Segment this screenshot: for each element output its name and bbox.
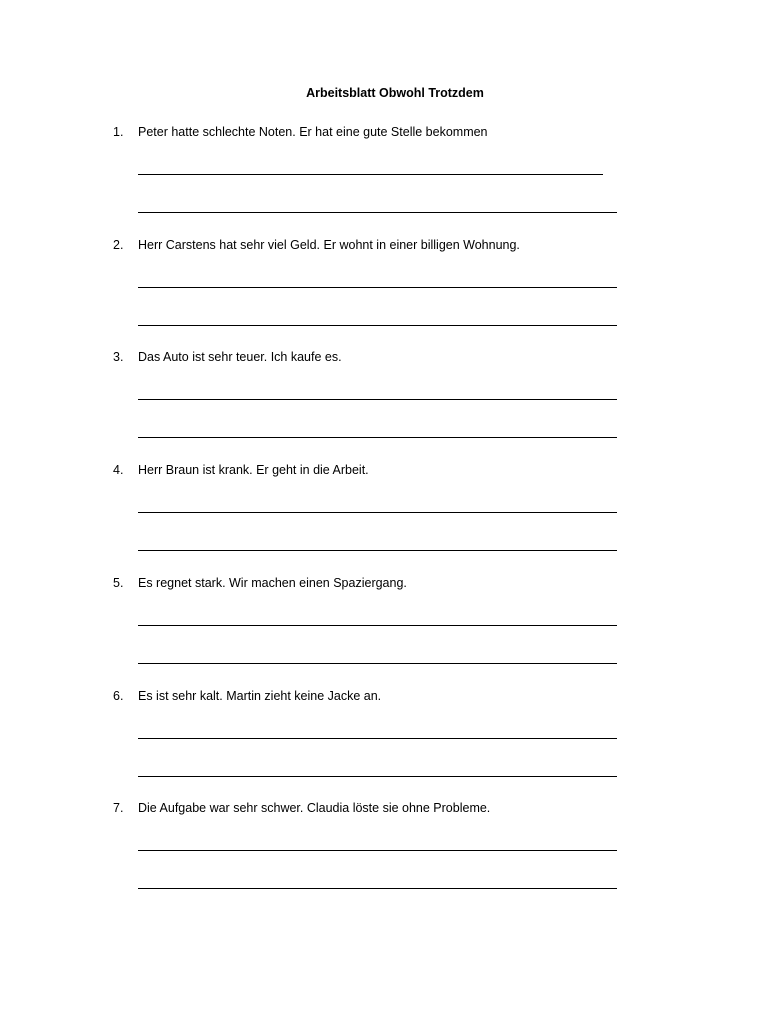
exercise-item-4 [0,463,768,563]
answer-line[interactable] [138,212,617,213]
answer-line[interactable] [138,287,617,288]
exercise-sentence: Herr Carstens hat sehr viel Geld. Er wohnt in einer billigen Wohnung. [138,238,520,252]
exercise-sentence: Die Aufgabe war sehr schwer. Claudia löste sie ohne Probleme. [138,801,491,815]
exercise-item-6 [0,689,768,789]
answer-line[interactable] [138,776,617,777]
answer-line[interactable] [138,850,617,851]
exercise-number: 6. [113,689,124,703]
exercise-item-1 [0,125,768,225]
exercise-item-3 [0,350,768,450]
answer-line[interactable] [138,325,617,326]
answer-line[interactable] [138,550,617,551]
answer-line[interactable] [138,174,603,175]
answer-line[interactable] [138,888,617,889]
exercise-item-2 [0,238,768,338]
exercise-number: 4. [113,463,124,477]
exercise-item-5 [0,576,768,676]
answer-line[interactable] [138,512,617,513]
exercise-sentence: Peter hatte schlechte Noten. Er hat eine gute Stelle bekommen [138,125,488,139]
exercise-number: 5. [113,576,124,590]
exercise-number: 7. [113,801,124,815]
worksheet-title: Arbeitsblatt Obwohl Trotzdem [306,86,484,100]
exercise-sentence: Das Auto ist sehr teuer. Ich kaufe es. [138,350,342,364]
answer-line[interactable] [138,738,617,739]
exercise-item-7 [0,801,768,901]
exercise-sentence: Es regnet stark. Wir machen einen Spaziergang. [138,576,407,590]
exercise-sentence: Es ist sehr kalt. Martin zieht keine Jacke an. [138,689,382,703]
exercise-sentence: Herr Braun ist krank. Er geht in die Arbeit. [138,463,369,477]
exercise-number: 3. [113,350,124,364]
answer-line[interactable] [138,437,617,438]
exercise-number: 1. [113,125,124,139]
answer-line[interactable] [138,399,617,400]
exercise-number: 2. [113,238,124,252]
answer-line[interactable] [138,625,617,626]
answer-line[interactable] [138,663,617,664]
